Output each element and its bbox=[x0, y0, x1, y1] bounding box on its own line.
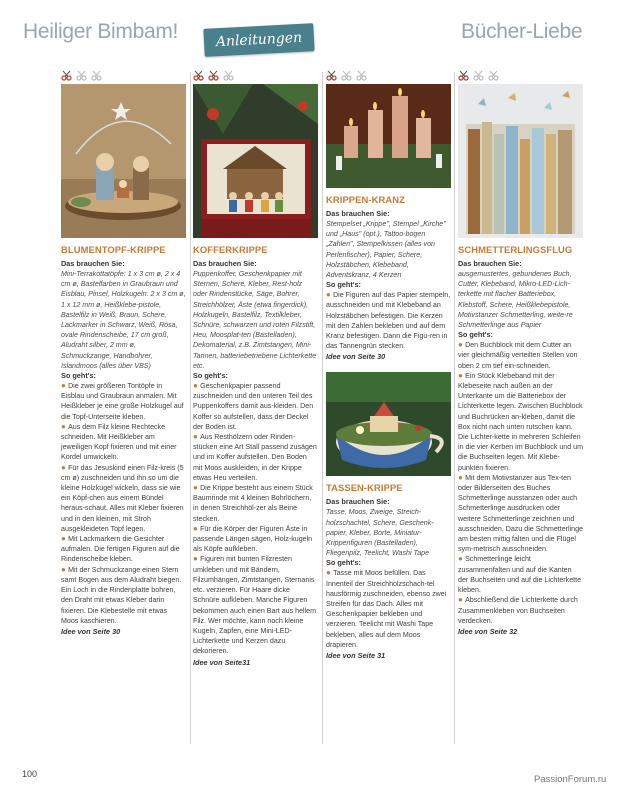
scissors-icon bbox=[208, 70, 220, 81]
anleitungen-badge: Anleitungen bbox=[203, 23, 314, 57]
idea-reference: Idee von Seite 30 bbox=[326, 352, 386, 362]
scissors-icon bbox=[488, 70, 500, 81]
step: ● Die Figuren auf das Papier stempeln, ausschneiden und mit Klebeband an Holzstäbchen befestigen. Die Kerzen mit den Zahlen bekleben und auf dem Kranz befestigen. Dann die Figu-ren in das Tannengrün stecken. bbox=[326, 290, 451, 351]
scissors-icon bbox=[76, 70, 88, 81]
article-title: KOFFERKRIPPE bbox=[193, 244, 268, 255]
step: ● Mit dem Motivstanzer aus Tex-ten oder Bilderseiten des Buches Schmetterlinge ausstanzen oder auch Schmetterlinge ausdrucken oder weitere Schmetterlinge zeichnen und ausschneiden. Dazu die Schmetterlinge am besten mittig falten und die Flügel sym-metrisch ausschneiden. bbox=[458, 472, 584, 554]
article-title: TASSEN-KRIPPE bbox=[326, 482, 403, 494]
article-title: KRIPPEN-KRANZ bbox=[326, 194, 405, 205]
materials-label: Das brauchen Sie: bbox=[326, 209, 390, 218]
scissors-icon bbox=[223, 70, 235, 81]
materials-label: Das brauchen Sie: bbox=[193, 259, 257, 268]
materials-text: Stempelset „Krippe", Stempel „Kirche" und „Haus" (opt.), Tattoo-bogen „Zahlen", Stempelkissen (alles von Perlenfischer), Papier, Schere, Holzstäbchen, Klebeband, Adventskranz, 4 Kerzen bbox=[326, 220, 446, 280]
step: ● Die zwei größeren Tontöpfe in Eisblau und Graubraun anmalen. Mit Heißkleber je eine große Holzkugel auf die Topf-Unterseite kleben. bbox=[61, 381, 184, 421]
step: ● Mit der Schmuckzange einen Stern samt Bogen aus dem Aludraht biegen. Ein Loch in die Rindenplatte bohren, den Draht mit etwas Kleber darin fixieren. Die Klebestelle mit etwas Moos kaschieren. bbox=[61, 564, 182, 625]
howto-label: So geht's: bbox=[326, 558, 361, 568]
step: ● Abschließend die Lichterkette durch Zusammenkleben von Buchseiten verdecken. bbox=[458, 595, 578, 625]
column-divider bbox=[454, 72, 455, 744]
photo-butterfly-book bbox=[458, 84, 583, 238]
materials-label: Das brauchen Sie: bbox=[326, 497, 390, 507]
difficulty-icons bbox=[61, 70, 186, 82]
howto-label: So geht's: bbox=[326, 280, 361, 290]
photo-cup-nativity bbox=[326, 372, 451, 476]
difficulty-icons bbox=[193, 70, 318, 82]
step: ● Ein Stück Klebeband mit der Klebeseite nach außen an der Unterkante um die Batteriebox der Lichterkette legen. Zwischen Buchblock und Buchrücken an-kleben, damit die Box nicht nach unten rutschen kann. Die Lichter-kette in mehreren Schleifen in die vier Kerben im Buchblock und um die Buchseiten legen. Mit Klebe-punkten fixieren. bbox=[458, 370, 583, 472]
materials-text: Puppenkoffer, Geschenkpapier mit Sternen, Schere, Kleber, Rest-holz oder Rindenstücke, Säge, Bohrer, Streichhölzer, Äste (etwa fingerdick), Holzkugeln, Bastelfilz, Textilkleber, Schnüre, schwarzen und roten Filzstift, Heu, Moosplat-ten (Bastelladen), Dekomaterial, z.B. Zimtstangen, Mini-Tannen, batteriebetriebene Lichterkette etc. bbox=[193, 270, 317, 370]
materials-label: Das brauchen Sie: bbox=[458, 259, 522, 268]
step: ● Für die Körper der Figuren Äste in passende Längen sägen, Holz-kugeln als Köpfe aufkleben. bbox=[193, 523, 313, 554]
step: ● Schmetterlinge leicht zusammenfalten und auf die Kanten der Buchseiten und auf die Lichterkette kleben. bbox=[458, 554, 582, 595]
scissors-icon bbox=[458, 70, 470, 81]
photo-suitcase-nativity bbox=[193, 84, 318, 238]
scissors-icon bbox=[473, 70, 485, 81]
step: ● Geschenkpapier passend zuschneiden und den unteren Teil des Puppenkoffers damit aus-kleiden. Den Koffer so aufstellen, dass der Deckel der Boden ist. bbox=[193, 381, 314, 431]
step: ● Die Krippe besteht aus einem Stück Baumrinde mit 4 kleinen Bohrlöchern, in denen Streichhöl-zer als Beine stecken. bbox=[193, 483, 313, 523]
materials-text: Mini-Terrakottatöpfe: 1 x 3 cm ø, 2 x 4 cm ø, Bastelfarben in Graubraun und Eisblau, Pinsel, Holzkugeln: 2 x 3 cm ø, 1 x 12 mm ø, Heißklebe-pistole, Bastelfilz in Weiß, Braun, Schere, Lackmarker in Schwarz, Weiß, Rosa, ovale Rindenscheibe, 17 cm groß, Aludraht silber, 2 mm ø, Schmuckzange, Handbohrer, Islandmoos (alles über VBS) bbox=[61, 270, 186, 370]
scissors-icon bbox=[193, 70, 205, 81]
materials-text: ausgemustertes, gebundenes Buch, Cutter, Klebeband, Mikro-LED-Lich-terkette mit flacher Batteriebox, Klebstoff, Schere, Heißklebepistole, Motivstanzer Schmetterling, weite-re Schmetterlinge aus Papier bbox=[458, 270, 573, 330]
difficulty-icons bbox=[326, 70, 451, 82]
scissors-icon bbox=[356, 70, 368, 81]
difficulty-icons bbox=[458, 70, 583, 82]
step: ● Für das Jesuskind einen Filz-kreis (5 cm ø) zuschneiden und ihn so um die kleine Holzkugel wickeln, dass sie wie ein Köpf-chen aus einem Bündel heraus-schaut. Alles mit Kleber fixieren und in den kleinen, mit Stroh ausgekleideten Topf legen. bbox=[61, 462, 184, 533]
article-blumentopf-krippe bbox=[61, 70, 186, 637]
idea-reference: Idee von Seite 30 bbox=[61, 626, 121, 636]
howto-label: So geht's: bbox=[458, 330, 493, 340]
step: ● Aus dem Filz kleine Rechtecke schneiden. Mit Heißkleber am jeweiligen Kopf fixieren und mit einer Kordel umwickeln. bbox=[61, 421, 177, 462]
step: ● Den Buchblock mit dem Cutter an vier gleichmäßig verteilten Stellen von oben 2 cm tief ein-schneiden. bbox=[458, 340, 578, 370]
section-title-right: Bücher-Liebe bbox=[461, 20, 583, 43]
idea-reference: Idee von Seite 31 bbox=[326, 651, 386, 661]
article-title: BLUMENTOPF-KRIPPE bbox=[61, 244, 166, 255]
section-title-left: Heiliger Bimbam! bbox=[23, 20, 179, 43]
watermark: PassionForum.ru bbox=[534, 774, 607, 785]
scissors-icon bbox=[91, 70, 103, 81]
idea-reference: Idee von Seite31 bbox=[193, 657, 251, 667]
column-divider bbox=[190, 72, 191, 744]
photo-flowerpot-nativity bbox=[61, 84, 186, 238]
scissors-icon bbox=[341, 70, 353, 81]
idea-reference: Idee von Seite 32 bbox=[458, 626, 518, 636]
howto-label: So geht's: bbox=[193, 371, 228, 381]
article-kofferkrippe bbox=[193, 70, 318, 668]
step: ● Figuren mit bunten Filzresten umkleben und mit Bändern, Filzumhängen, Zimtstangen, Sternanis etc. verzieren. Für Haare dicke Schnüre aufkleben. Manche Figuren bekommen auch einen Bart aus hellem Filz. Wer möchte, kann noch kleine Kugeln, Zapfen, eine Mini-LED-Lichterkette und Kerzen dazu dekorieren. bbox=[193, 554, 317, 656]
materials-text: Tasse, Moos, Zweige, Streich-holzschachtel, Schere, Geschenk-papier, Kleber, Borte, Miniatur-Krippenfiguren (Bastelladen), Fliegenpilz, Teelicht, Washi Tape bbox=[326, 508, 434, 558]
page-number: 100 bbox=[22, 769, 38, 779]
article-title: SCHMETTERLINGSFLUG bbox=[458, 244, 573, 255]
photo-advent-wreath bbox=[326, 84, 451, 188]
materials-label: Das brauchen Sie: bbox=[61, 259, 125, 268]
step: ● Tasse mit Moos befüllen. Das Innenteil der Streichholzschach-tel hausförmig zuschneiden, ebenso zwei Streifen für das Dach. Alles mit Geschenkpapier bekleben und verzieren. Teelicht mit Washi Tape bekleben, alles auf dem Moos drapieren. bbox=[326, 568, 447, 649]
step: ● Mit Lackmarkern die Gesichter aufmalen. Die fertigen Figuren auf die Rindenscheibe kleben. bbox=[61, 534, 180, 564]
article-krippen-kranz bbox=[326, 70, 451, 661]
article-schmetterlingsflug bbox=[458, 70, 583, 637]
step: ● Aus Resthölzern oder Rinden-stücken eine Art Stall passend zusägen und im Koffer aufstellen. Den Boden mit Moos auskleiden, in der Krippe etwas Heu verteilen. bbox=[193, 432, 317, 482]
scissors-icon bbox=[61, 70, 73, 81]
column-divider bbox=[322, 72, 323, 744]
scissors-icon bbox=[326, 70, 338, 81]
howto-label: So geht's: bbox=[61, 371, 96, 381]
